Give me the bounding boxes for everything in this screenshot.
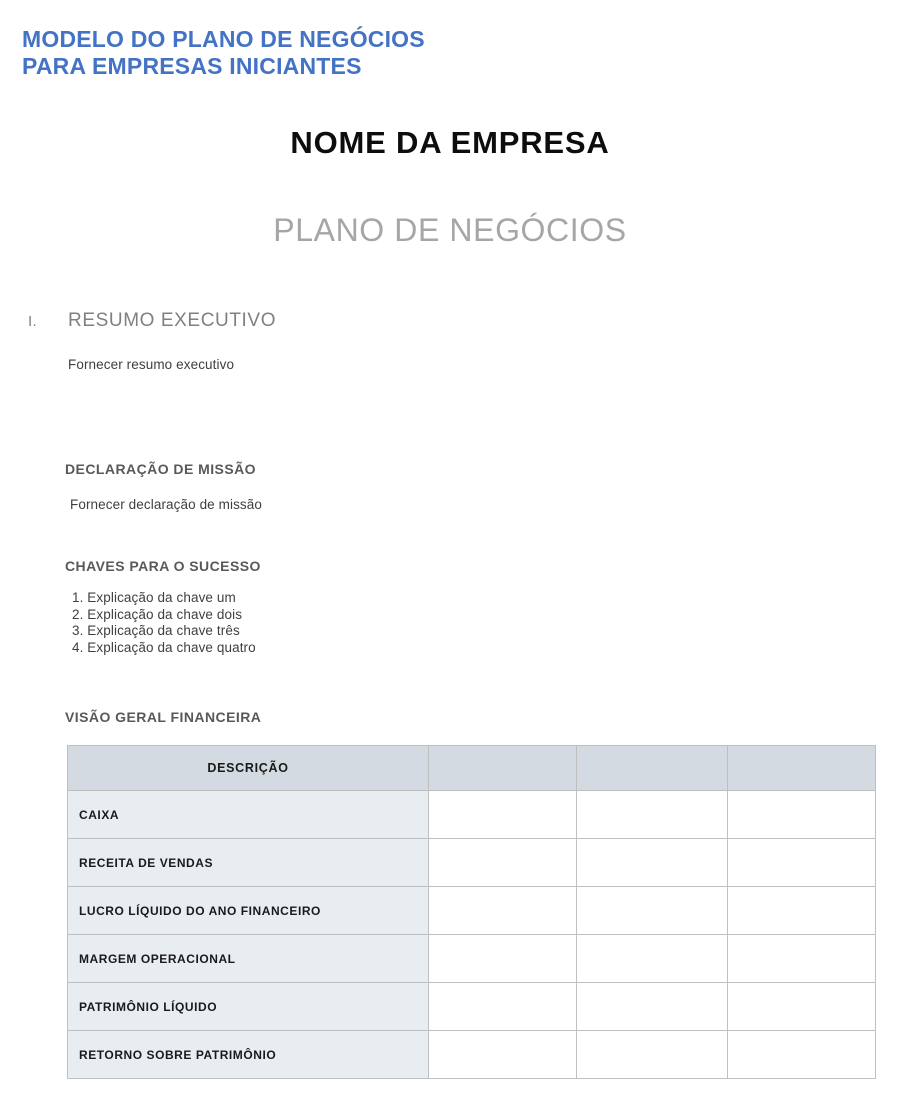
list-item: 1. Explicação da chave um xyxy=(72,590,236,605)
table-row xyxy=(68,791,876,839)
subheading-mission: DECLARAÇÃO DE MISSÃO xyxy=(65,461,257,477)
row-label-retorno-sobre-patrimonio: RETORNO SOBRE PATRIMÔNIO xyxy=(68,1031,429,1079)
table-row xyxy=(68,887,876,935)
row-value-cell[interactable] xyxy=(728,791,876,839)
row-value-cell[interactable] xyxy=(429,887,577,935)
document-subtitle: PLANO DE NEGÓCIOS xyxy=(273,212,627,248)
table-row xyxy=(68,935,876,983)
column-header-2 xyxy=(429,746,577,791)
financial-overview-table-wrapper xyxy=(67,745,875,1079)
column-header-4 xyxy=(728,746,876,791)
row-value-cell[interactable] xyxy=(429,935,577,983)
row-value-cell[interactable] xyxy=(429,983,577,1031)
row-label-patrimonio-liquido: PATRIMÔNIO LÍQUIDO xyxy=(68,983,429,1031)
row-value-cell[interactable] xyxy=(728,887,876,935)
row-value-cell[interactable] xyxy=(728,839,876,887)
table-row xyxy=(68,1031,876,1079)
table-row xyxy=(68,839,876,887)
subheading-financial-overview: VISÃO GERAL FINANCEIRA xyxy=(65,709,262,725)
section-title-executive-summary: RESUMO EXECUTIVO xyxy=(68,310,277,331)
section-number-executive-summary: I. xyxy=(28,313,37,330)
body-mission: Fornecer declaração de missão xyxy=(70,497,262,512)
row-value-cell[interactable] xyxy=(577,983,728,1031)
row-value-cell[interactable] xyxy=(577,791,728,839)
row-value-cell[interactable] xyxy=(577,1031,728,1079)
list-item: 4. Explicação da chave quatro xyxy=(72,639,256,655)
column-header-description: DESCRIÇÃO xyxy=(68,746,429,791)
brand-title-line-1: MODELO DO PLANO DE NEGÓCIOS xyxy=(22,26,425,52)
keys-to-success-list xyxy=(72,590,256,656)
row-label-margem-operacional: MARGEM OPERACIONAL xyxy=(68,935,429,983)
row-value-cell[interactable] xyxy=(728,1031,876,1079)
column-header-3 xyxy=(577,746,728,791)
row-value-cell[interactable] xyxy=(577,839,728,887)
subheading-keys-to-success: CHAVES PARA O SUCESSO xyxy=(65,558,261,574)
row-value-cell[interactable] xyxy=(429,839,577,887)
table-header-row xyxy=(68,746,876,791)
row-value-cell[interactable] xyxy=(577,935,728,983)
row-value-cell[interactable] xyxy=(728,935,876,983)
financial-overview-table xyxy=(67,745,876,1079)
table-row xyxy=(68,983,876,1031)
table-head xyxy=(68,746,876,791)
row-label-caixa: CAIXA xyxy=(68,791,429,839)
row-value-cell[interactable] xyxy=(429,791,577,839)
section-body-executive-summary: Fornecer resumo executivo xyxy=(68,357,235,372)
row-value-cell[interactable] xyxy=(577,887,728,935)
row-label-lucro-liquido-do-ano-financeiro: LUCRO LÍQUIDO DO ANO FINANCEIRO xyxy=(68,887,429,935)
brand-title xyxy=(22,26,722,80)
row-value-cell[interactable] xyxy=(728,983,876,1031)
row-label-receita-de-vendas: RECEITA DE VENDAS xyxy=(68,839,429,887)
table-body xyxy=(68,791,876,1079)
row-value-cell[interactable] xyxy=(429,1031,577,1079)
brand-title-line-2: PARA EMPRESAS INICIANTES xyxy=(22,53,362,79)
list-item: 2. Explicação da chave dois xyxy=(72,606,243,622)
list-item: 3. Explicação da chave três xyxy=(72,623,240,638)
company-name: NOME DA EMPRESA xyxy=(290,125,610,160)
